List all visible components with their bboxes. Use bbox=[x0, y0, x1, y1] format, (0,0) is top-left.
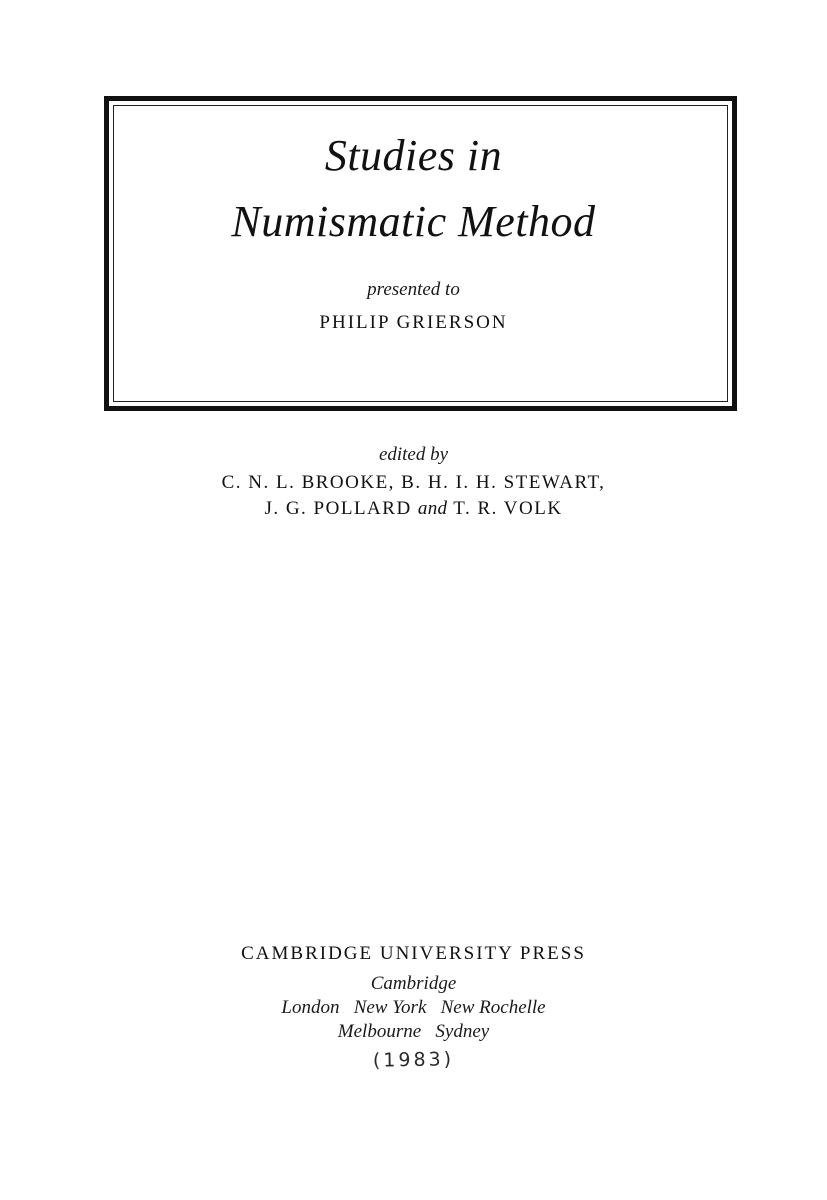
editors-conjunction: and bbox=[417, 498, 448, 519]
editors-line-1: C. N. L. BROOKE, B. H. I. H. STEWART, bbox=[221, 472, 606, 493]
editors-line-2-names: J. G. POLLARD bbox=[264, 498, 412, 519]
publisher-cities-line: London New York New Rochelle bbox=[281, 997, 546, 1018]
handwritten-year-annotation: (1983) bbox=[372, 1048, 455, 1072]
publisher-cities-line-2: Melbourne Sydney bbox=[337, 1021, 490, 1042]
publisher-name: CAMBRIDGE UNIVERSITY PRESS bbox=[241, 943, 586, 964]
honoree-name: PHILIP GRIERSON bbox=[319, 312, 508, 333]
editors-line-2 bbox=[0, 498, 827, 520]
book-title-line-2: Numismatic Method bbox=[231, 197, 596, 246]
book-title-line-1: Studies in bbox=[324, 131, 503, 180]
dedication-label: presented to bbox=[367, 279, 460, 300]
editors-label: edited by bbox=[378, 444, 449, 465]
editors-line-2-last: T. R. VOLK bbox=[453, 498, 563, 519]
publisher-city: Cambridge bbox=[370, 973, 457, 994]
